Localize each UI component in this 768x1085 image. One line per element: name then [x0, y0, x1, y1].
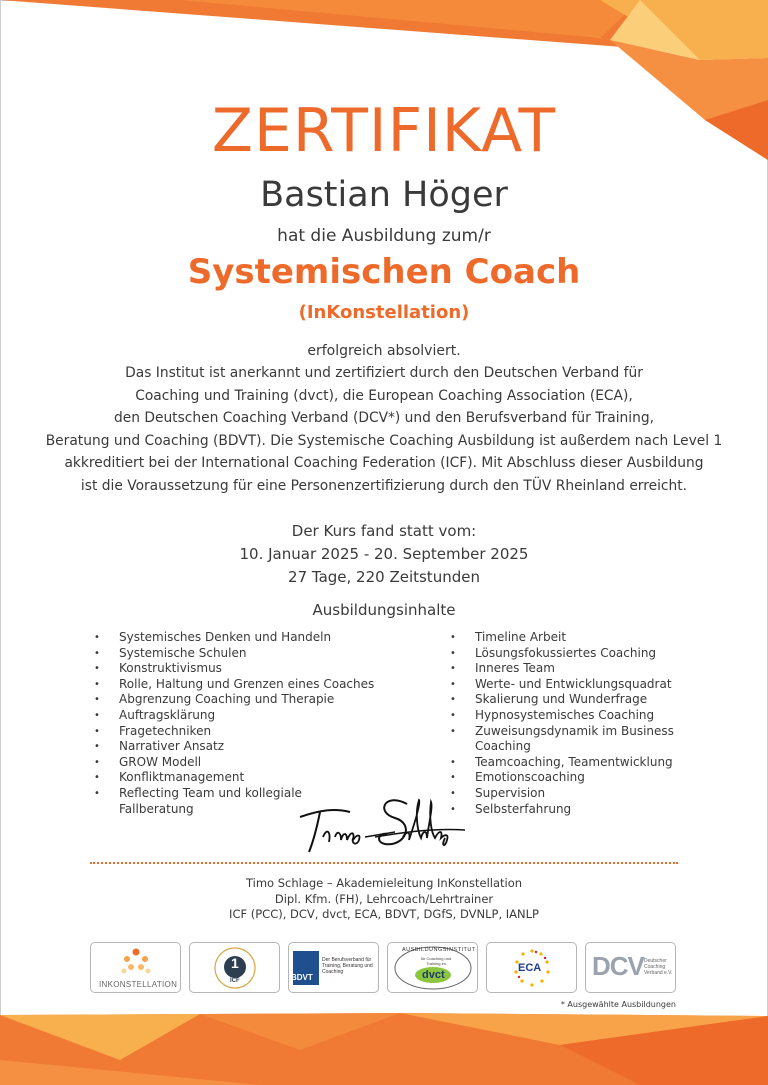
bdvt-logo	[288, 942, 379, 993]
signatory-line: Timo Schlage – Akademieleitung InKonstellation	[245, 876, 523, 890]
dvct-logo	[387, 942, 478, 993]
paragraph-line: Das Institut ist anerkannt und zertifiziert durch den Deutschen Verband für	[125, 365, 643, 381]
inkonstellation-icon	[116, 947, 156, 977]
list-item: • Zuweisungsdynamik im Business Coaching	[450, 724, 675, 755]
dvct-small-text: für Coaching und Training im	[420, 956, 452, 966]
degree-title: Systemischen Coach	[187, 252, 581, 292]
list-item: • Selbsterfahrung	[450, 802, 690, 818]
divider-dotted	[90, 862, 678, 864]
icf-logo	[189, 942, 280, 993]
course-info	[0, 520, 768, 589]
list-item: • Fragetechniken	[94, 724, 384, 740]
list-item: • Skalierung und Wunderfrage	[450, 692, 690, 708]
bdvt-abbr: BDVT	[291, 973, 313, 982]
list-item: • Inneres Team	[450, 661, 690, 677]
course-duration: 27 Tage, 220 Zeitstunden	[288, 568, 480, 586]
paragraph-line: den Deutschen Coaching Verband (DCV*) und den Berufsverband für Training,	[113, 410, 655, 426]
list-item: • Hypnosystemisches Coaching	[450, 708, 690, 724]
list-item: • Reflecting Team und kollegiale Fallberatung	[94, 786, 309, 817]
paragraph-line: Coaching und Training (dvct), die European Coaching Association (ECA),	[135, 387, 633, 404]
list-item: • Lösungsfokussiertes Coaching	[450, 646, 690, 662]
list-item: • Timeline Arbeit	[450, 630, 690, 646]
paragraph-line: ist die Voraussetzung für eine Personenzertifizierung durch den TÜV Rheinland erreicht.	[80, 477, 688, 494]
list-item: • Systemische Schulen	[94, 646, 384, 662]
inkonstellation-logo	[90, 942, 181, 993]
course-dates: 10. Januar 2025 - 20. September 2025	[239, 545, 529, 563]
accreditation-logos	[90, 942, 678, 995]
eca-logo	[486, 942, 577, 993]
list-item: • Emotionscoaching	[450, 770, 690, 786]
signatory-line: Dipl. Kfm. (FH), Lehrcoach/Lehrtrainer	[274, 891, 494, 906]
signature-image	[295, 782, 475, 862]
list-item: • Abgrenzung Coaching und Therapie	[94, 692, 384, 708]
intro-text: hat die Ausbildung zum/r	[277, 226, 491, 246]
list-item: • GROW Modell	[94, 755, 384, 771]
footnote: * Ausgewählte Ausbildungen	[560, 1000, 676, 1009]
dvct-label: dvct	[422, 969, 445, 981]
list-item: • Narrativer Ansatz	[94, 739, 384, 755]
icf-label: ICF	[230, 978, 240, 984]
certificate-title: ZERTIFIKAT	[211, 96, 557, 166]
list-item: • Teamcoaching, Teamentwicklung	[450, 755, 690, 771]
course-intro: Der Kurs fand statt vom:	[291, 522, 477, 540]
dcv-text: Deutscher Coaching Verband e.V.	[644, 958, 673, 976]
list-item: • Supervision	[450, 786, 690, 802]
signatory-line: ICF (PCC), DCV, dvct, ECA, BDVT, DGfS, DVNLP, IANLP	[229, 907, 539, 921]
eca-label: ECA	[518, 962, 542, 974]
list-item: • Systemisches Denken und Handeln	[94, 630, 384, 646]
signatory-info	[0, 876, 768, 923]
degree-subtitle: (InKonstellation)	[298, 302, 470, 323]
accreditation-paragraph	[20, 362, 748, 497]
contents-list-right	[450, 630, 690, 817]
recipient-name: Bastian Höger	[260, 175, 508, 215]
dvct-arc-text: AUSBILDUNGSINSTITUT	[402, 947, 476, 953]
list-item: • Rolle, Haltung und Grenzen eines Coaches	[94, 677, 384, 693]
bdvt-text: Der Berufsverband für Training, Beratung und Coaching	[322, 957, 373, 975]
paragraph-line: Beratung und Coaching (BDVT). Die Systemische Coaching Ausbildung ist außerdem nach Level 1	[45, 432, 723, 449]
dcv-label: DCV	[592, 951, 644, 981]
inkonstellation-label: INKONSTELLATION	[99, 980, 178, 989]
list-item: • Konfliktmanagement	[94, 770, 384, 786]
list-item: • Werte- und Entwicklungsquadrat	[450, 677, 690, 693]
icf-number: 1	[231, 955, 239, 971]
list-item: • Konstruktivismus	[94, 661, 384, 677]
list-item: • Auftragsklärung	[94, 708, 384, 724]
dcv-logo	[585, 942, 676, 993]
success-text: erfolgreich absolviert.	[307, 343, 461, 359]
paragraph-line: akkreditiert bei der International Coaching Federation (ICF). Mit Abschluss dieser Ausbildung	[64, 455, 704, 471]
contents-heading: Ausbildungsinhalte	[312, 601, 456, 619]
